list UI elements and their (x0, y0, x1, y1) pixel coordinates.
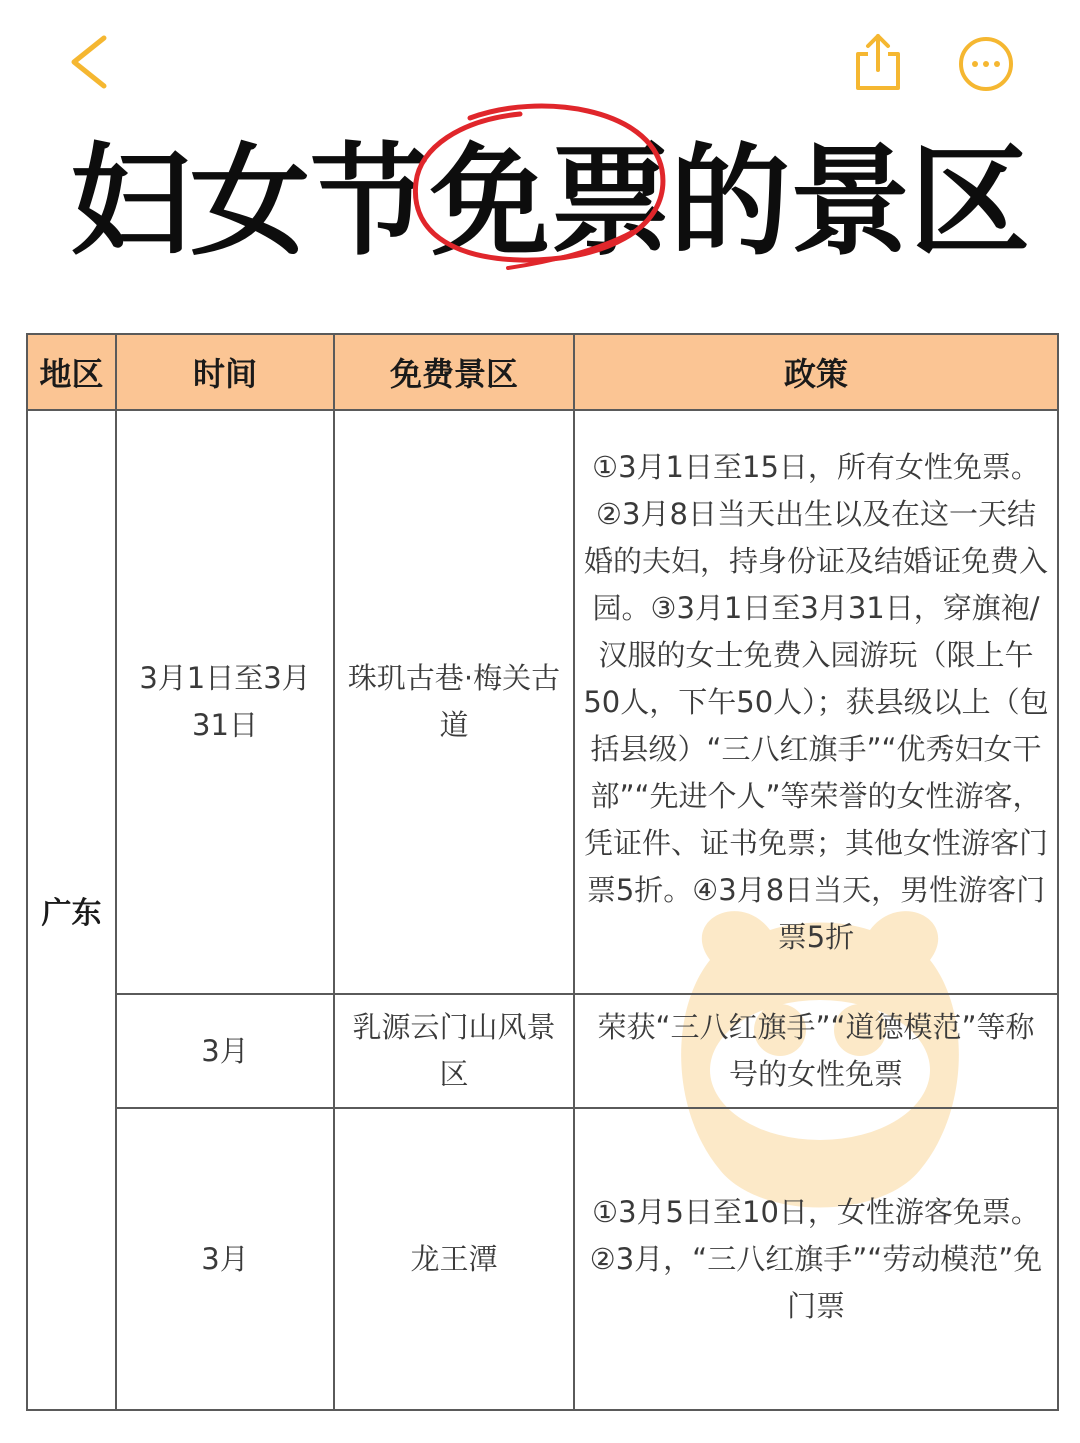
header-place: 免费景区 (335, 335, 573, 409)
table-row-1-policy: ①3月1日至15日，所有女性免票。②3月8日当天出生以及在这一天结婚的夫妇，持身份证及结婚证免费入园。③3月1日至3月31日，穿旗袍/汉服的女士免费入园游玩（限上午50人，下午50人）；获县级以上（包括县级）“三八红旗手”“优秀妇女干部”“先进个人”等荣誉的女性游客，凭证件、证书免票；其他女性游客门票5折。④3月8日当天，男性游客门票5折 (583, 449, 1049, 954)
region-cell: 广东 (41, 896, 102, 931)
header-region: 地区 (28, 335, 115, 409)
chevron-left-icon (60, 30, 120, 94)
table-row-3-time: 3月 (201, 1241, 249, 1276)
back-button[interactable] (60, 30, 120, 94)
table-row-1-place: 珠玑古巷·梅关古道 (347, 661, 561, 742)
scenic-spot-table (26, 333, 1059, 1411)
table-row-3-place: 龙王潭 (410, 1241, 498, 1276)
top-bar (0, 0, 1080, 120)
table-row-1-time: 3月1日至3月31日 (139, 661, 311, 742)
table-row-3-policy: ①3月5日至10日，女性游客免票。②3月，“三八红旗手”“劳动模范”免门票 (589, 1194, 1043, 1323)
share-icon (850, 30, 906, 94)
more-button[interactable] (956, 34, 1016, 94)
share-button[interactable] (850, 30, 906, 94)
header-time: 时间 (117, 335, 333, 409)
header-policy: 政策 (575, 335, 1057, 409)
page-title: 妇女节免票的景区 (70, 133, 1030, 272)
more-icon (956, 34, 1016, 94)
title-area (0, 128, 1080, 303)
table-row-2-time: 3月 (201, 1033, 249, 1068)
table-row-2-place: 乳源云门山风景区 (352, 1010, 556, 1091)
table-row-2-policy: 荣获“三八红旗手”“道德模范”等称号的女性免票 (597, 1010, 1035, 1091)
